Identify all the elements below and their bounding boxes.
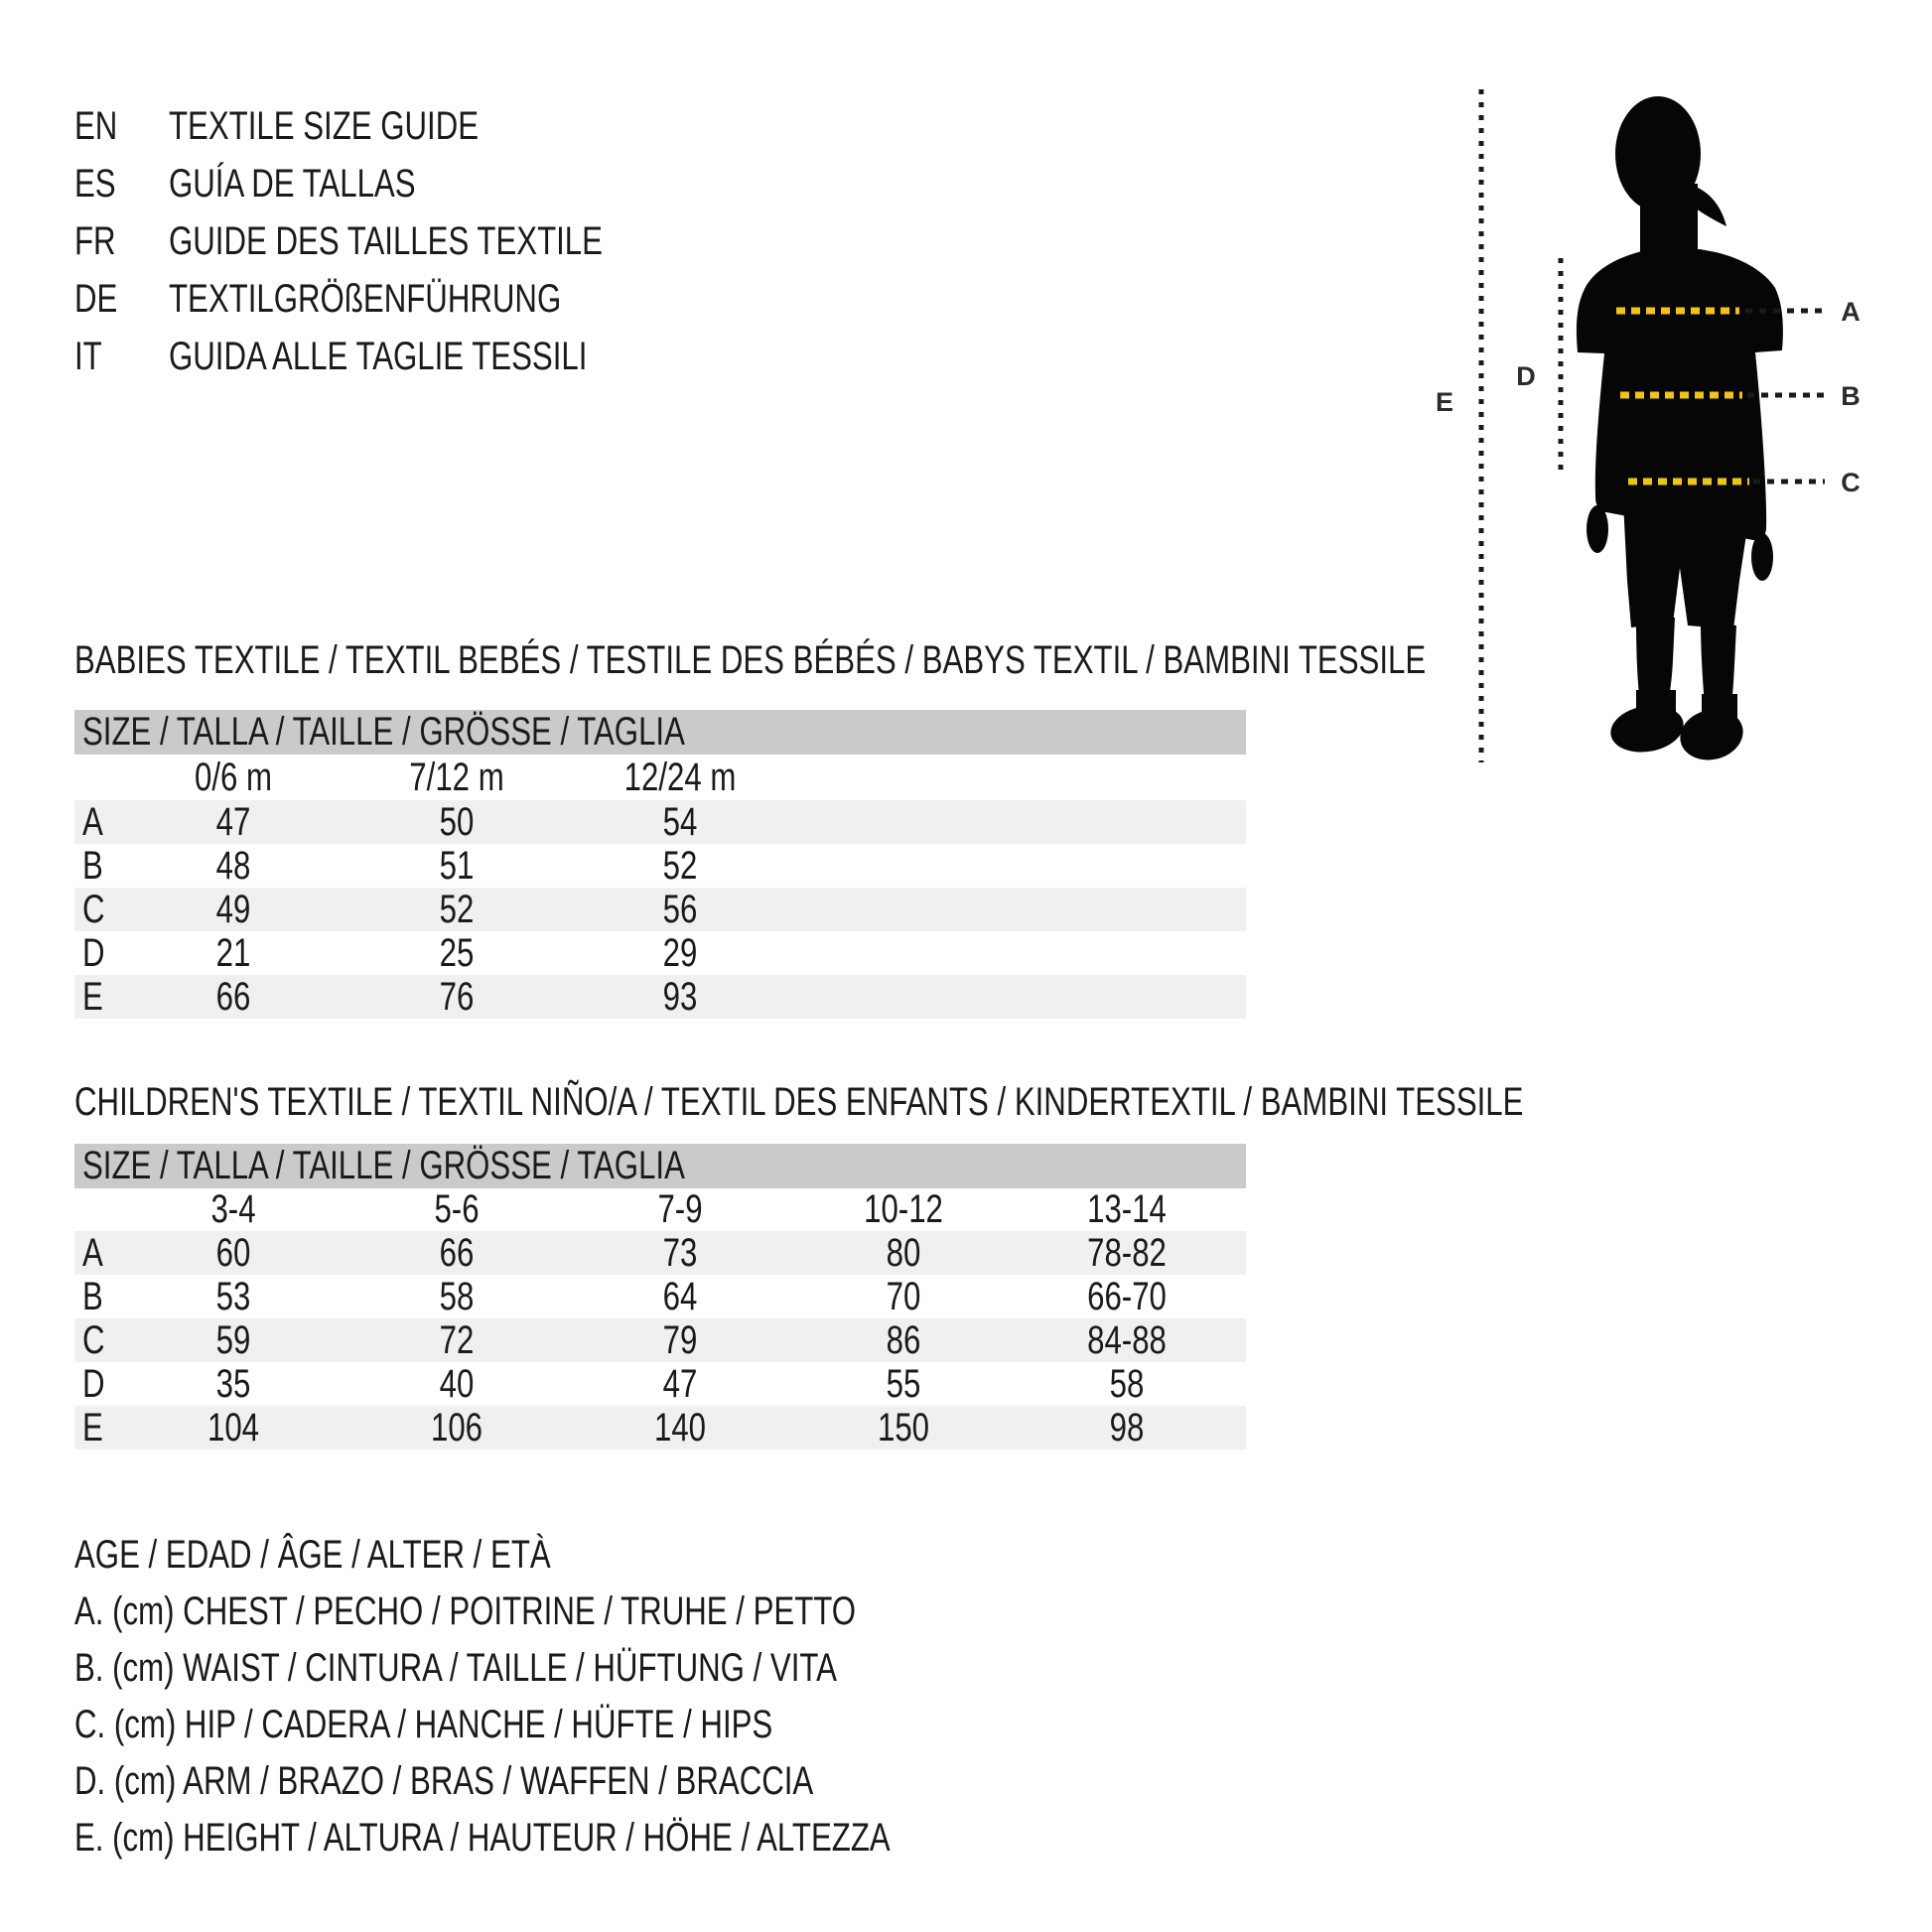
column-header: 3-4 bbox=[210, 1187, 256, 1231]
cell-value: 49 bbox=[215, 888, 251, 931]
label-b: B bbox=[1841, 381, 1861, 411]
row-label: C bbox=[82, 888, 105, 931]
language-guide-title: GUIDA ALLE TAGLIE TESSILI bbox=[169, 335, 588, 378]
size-header-bar: SIZE / TALLA / TAILLE / GRÖSSE / TAGLIA bbox=[74, 710, 1246, 755]
cell-value: 84-88 bbox=[1087, 1318, 1167, 1362]
table-row bbox=[74, 1318, 1246, 1362]
cell-value: 40 bbox=[439, 1362, 475, 1406]
cell-value: 35 bbox=[215, 1362, 251, 1406]
table-row bbox=[74, 844, 1246, 888]
cell-value: 60 bbox=[215, 1231, 251, 1275]
cell-value: 79 bbox=[662, 1318, 698, 1362]
legend-line-age: AGE / EDAD / ÂGE / ALTER / ETÀ bbox=[74, 1533, 551, 1577]
cell-value: 98 bbox=[1109, 1406, 1145, 1449]
cell-value: 80 bbox=[886, 1231, 921, 1275]
column-header: 12/24 m bbox=[623, 756, 737, 799]
cell-value: 55 bbox=[886, 1362, 921, 1406]
cell-value: 58 bbox=[439, 1275, 475, 1318]
table-row bbox=[74, 1275, 1246, 1318]
legend-line-chest: A. (cm) CHEST / PECHO / POITRINE / TRUHE / PETTO bbox=[74, 1589, 857, 1633]
cell-value: 48 bbox=[215, 844, 251, 888]
cell-value: 50 bbox=[439, 800, 475, 844]
cell-value: 70 bbox=[886, 1275, 921, 1318]
cell-value: 72 bbox=[439, 1318, 475, 1362]
row-label: A bbox=[82, 800, 103, 844]
size-header-bar: SIZE / TALLA / TAILLE / GRÖSSE / TAGLIA bbox=[74, 1144, 1246, 1188]
table-row bbox=[74, 888, 1246, 931]
cell-value: 58 bbox=[1109, 1362, 1145, 1406]
table-row bbox=[74, 1362, 1246, 1406]
cell-value: 73 bbox=[662, 1231, 698, 1275]
cell-value: 51 bbox=[439, 844, 475, 888]
cell-value: 56 bbox=[662, 888, 698, 931]
babies-size-table bbox=[74, 710, 1246, 1019]
cell-value: 54 bbox=[662, 800, 698, 844]
table-row bbox=[74, 931, 1246, 975]
column-header: 5-6 bbox=[434, 1187, 480, 1231]
row-label: D bbox=[82, 931, 105, 975]
cell-value: 93 bbox=[662, 975, 698, 1019]
cell-value: 47 bbox=[662, 1362, 698, 1406]
table-row bbox=[74, 800, 1246, 844]
label-e: E bbox=[1435, 387, 1454, 417]
cell-value: 78-82 bbox=[1087, 1231, 1167, 1275]
cell-value: 53 bbox=[215, 1275, 251, 1318]
language-code: DE bbox=[74, 277, 118, 321]
column-header-row bbox=[74, 755, 1246, 800]
language-code: EN bbox=[74, 104, 118, 148]
label-d: D bbox=[1516, 361, 1536, 391]
column-header-row bbox=[74, 1188, 1246, 1231]
row-label: A bbox=[82, 1231, 103, 1275]
cell-value: 76 bbox=[439, 975, 475, 1019]
cell-value: 150 bbox=[877, 1406, 930, 1449]
column-header: 7-9 bbox=[657, 1187, 703, 1231]
cell-value: 104 bbox=[207, 1406, 260, 1449]
cell-value: 25 bbox=[439, 931, 475, 975]
measurement-legend bbox=[74, 1527, 1120, 1866]
row-label: B bbox=[82, 844, 103, 888]
cell-value: 47 bbox=[215, 800, 251, 844]
legend-line-arm: D. (cm) ARM / BRAZO / BRAS / WAFFEN / BRACCIA bbox=[74, 1759, 814, 1803]
label-a: A bbox=[1841, 297, 1861, 327]
cell-value: 66 bbox=[215, 975, 251, 1019]
cell-value: 140 bbox=[653, 1406, 707, 1449]
table-row bbox=[74, 1406, 1246, 1449]
cell-value: 52 bbox=[439, 888, 475, 931]
language-code: IT bbox=[74, 335, 102, 378]
column-header: 13-14 bbox=[1087, 1187, 1167, 1231]
column-header: 10-12 bbox=[864, 1187, 943, 1231]
language-code: ES bbox=[74, 162, 116, 206]
cell-value: 64 bbox=[662, 1275, 698, 1318]
cell-value: 66 bbox=[439, 1231, 475, 1275]
legend-line-waist: B. (cm) WAIST / CINTURA / TAILLE / HÜFTUNG / VITA bbox=[74, 1646, 837, 1690]
cell-value: 29 bbox=[662, 931, 698, 975]
children-table-title: CHILDREN'S TEXTILE / TEXTIL NIÑO/A / TEXTIL DES ENFANTS / KINDERTEXTIL / BAMBINI TESSILE bbox=[74, 1080, 1524, 1124]
column-header: 0/6 m bbox=[194, 756, 273, 799]
cell-value: 106 bbox=[430, 1406, 483, 1449]
shorts bbox=[1623, 501, 1751, 629]
language-guide-title: TEXTILGRÖßENFÜHRUNG bbox=[169, 277, 562, 321]
table-row bbox=[74, 975, 1246, 1019]
children-size-table bbox=[74, 1144, 1246, 1449]
left-hand bbox=[1587, 505, 1608, 553]
legend-line-height: E. (cm) HEIGHT / ALTURA / HAUTEUR / HÖHE / ALTEZZA bbox=[74, 1816, 891, 1860]
row-label: D bbox=[82, 1362, 105, 1406]
language-code: FR bbox=[74, 219, 116, 263]
babies-table-title: BABIES TEXTILE / TEXTIL BEBÉS / TESTILE DES BÉBÉS / BABYS TEXTIL / BAMBINI TESSILE bbox=[74, 638, 1427, 682]
language-guide-title: GUIDE DES TAILLES TEXTILE bbox=[169, 219, 603, 263]
language-guide-title: TEXTILE SIZE GUIDE bbox=[169, 104, 480, 148]
legend-line-hip: C. (cm) HIP / CADERA / HANCHE / HÜFTE / HIPS bbox=[74, 1703, 773, 1746]
row-label: B bbox=[82, 1275, 103, 1318]
label-c: C bbox=[1841, 468, 1861, 497]
cell-value: 86 bbox=[886, 1318, 921, 1362]
column-header: 7/12 m bbox=[409, 756, 504, 799]
row-label: E bbox=[82, 1406, 103, 1449]
table-row bbox=[74, 1231, 1246, 1275]
cell-value: 21 bbox=[215, 931, 251, 975]
cell-value: 52 bbox=[662, 844, 698, 888]
row-label: E bbox=[82, 975, 103, 1019]
cell-value: 59 bbox=[215, 1318, 251, 1362]
right-hand bbox=[1751, 533, 1773, 581]
cell-value: 66-70 bbox=[1087, 1275, 1167, 1318]
row-label: C bbox=[82, 1318, 105, 1362]
language-guide-title: GUÍA DE TALLAS bbox=[169, 162, 416, 206]
